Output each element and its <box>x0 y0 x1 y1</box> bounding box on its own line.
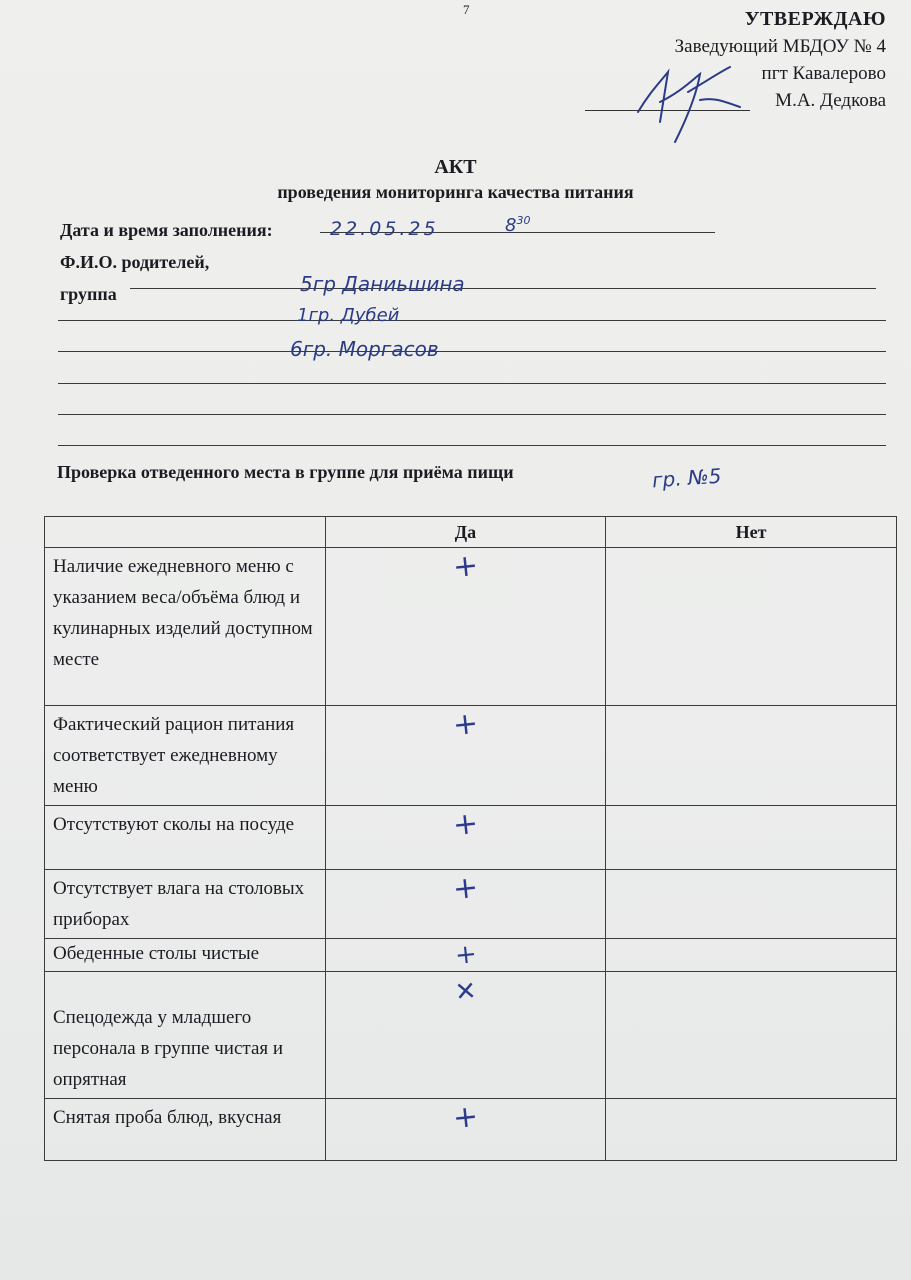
no-cell <box>606 870 897 939</box>
time-value: $8^{30}$ <box>505 214 531 236</box>
table-row <box>45 939 897 972</box>
no-cell <box>606 972 897 1099</box>
check-mark: + <box>453 938 478 972</box>
header-no: Нет <box>606 517 897 548</box>
group-note: гр. №5 <box>651 463 723 493</box>
yes-cell <box>326 706 606 806</box>
section-heading: Проверка отведенного места в группе для приёма пищи <box>57 462 514 482</box>
document-title: АКТ <box>434 156 477 178</box>
line-5 <box>58 414 886 415</box>
parent-entry: 1гр. Дубей <box>297 305 400 326</box>
handwritten-signature <box>630 52 750 152</box>
parent-entry: 6гр. Моргасов <box>290 337 439 361</box>
approval-heading: УТВЕРЖДАЮ <box>744 8 886 30</box>
check-mark: + <box>451 705 480 744</box>
check-mark: + <box>451 805 480 844</box>
page-number: 7 <box>463 2 470 17</box>
yes-cell <box>326 806 606 870</box>
criterion-cell: Фактический рацион питания соответствует ежедневному меню <box>45 706 326 806</box>
yes-cell <box>326 939 606 972</box>
line-1 <box>130 288 876 289</box>
parent-entry: 5гр Даниьшина <box>300 272 465 296</box>
approval-name: М.А. Дедкова <box>775 90 886 111</box>
no-cell <box>606 806 897 870</box>
no-cell <box>606 1099 897 1161</box>
line-6 <box>58 445 886 446</box>
criterion-cell: Снятая проба блюд, вкусная <box>45 1099 326 1161</box>
table-row <box>45 806 897 870</box>
line-3 <box>58 351 886 352</box>
table-row <box>45 548 897 706</box>
table-row <box>45 870 897 939</box>
check-mark: + <box>451 547 480 586</box>
group-label: группа <box>60 284 117 304</box>
approval-location: пгт Кавалерово <box>761 63 886 84</box>
document-subtitle: проведения мониторинга качества питания <box>277 182 634 202</box>
no-cell <box>606 706 897 806</box>
yes-cell <box>326 1099 606 1161</box>
criterion-cell: Спецодежда у младшего персонала в группе чистая и опрятная <box>45 972 326 1099</box>
header-yes: Да <box>326 517 606 548</box>
approval-position: Заведующий МБДОУ № 4 <box>674 36 886 57</box>
table-row <box>45 972 897 1099</box>
check-mark: + <box>451 1098 480 1137</box>
table-row <box>45 706 897 806</box>
date-label: Дата и время заполнения: <box>60 220 273 240</box>
date-value: 22.05.25 <box>330 218 439 240</box>
check-mark: + <box>444 969 487 1012</box>
criterion-cell: Наличие ежедневного меню с указанием веса/объёма блюд и кулинарных изделий доступном месте <box>45 548 326 706</box>
line-2 <box>58 320 886 321</box>
table-row <box>45 1099 897 1161</box>
checklist-table <box>44 516 897 1161</box>
check-mark: + <box>451 869 480 908</box>
no-cell <box>606 939 897 972</box>
table-header-row <box>45 517 897 548</box>
yes-cell <box>326 969 606 1099</box>
header-criterion <box>45 517 326 548</box>
line-4 <box>58 383 886 384</box>
yes-cell <box>326 548 606 706</box>
no-cell <box>606 548 897 706</box>
yes-cell <box>326 870 606 939</box>
criterion-cell: Обеденные столы чистые <box>45 939 326 972</box>
criterion-cell: Отсутствует влага на столовых приборах <box>45 870 326 939</box>
parents-label: Ф.И.О. родителей, <box>60 252 210 272</box>
criterion-cell: Отсутствуют сколы на посуде <box>45 806 326 870</box>
